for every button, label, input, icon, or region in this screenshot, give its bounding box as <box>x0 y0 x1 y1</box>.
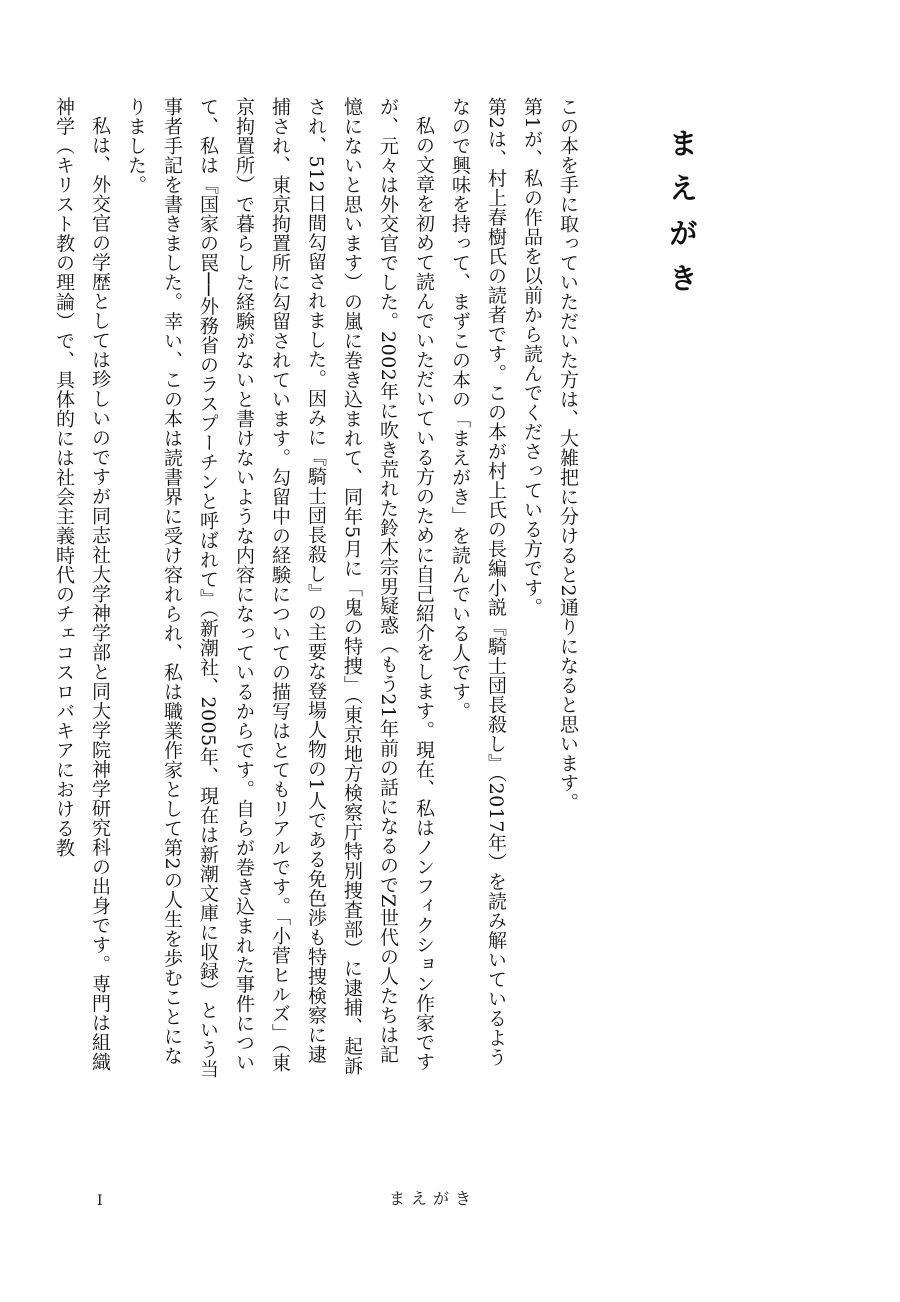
paragraph: 第1が、私の作品を以前から読んでくださっている方です。 <box>521 97 543 617</box>
paragraph: この本を手に取っていただいた方は、大雑把に分けると2通りになると思います。 <box>557 97 579 812</box>
paragraph: 第2は、村上春樹氏の読者です。この本が村上氏の長編小説『騎士団長殺し』（2017年）を読み解いているようなので興味を持って、まずこの本の「まえがき」を読んでいる人です。 <box>449 97 507 1067</box>
body-text <box>53 97 586 1082</box>
running-head: まえがき <box>389 1189 478 1208</box>
page-number: I <box>97 1193 103 1209</box>
chapter-title: まえがき <box>665 128 699 308</box>
paragraph: 私は、外交官の学歴としては珍しいのですが同志社大学神学部と同大学院神学研究科の出身です。専門は組織神学（キリスト教の理論）で、具体的には社会主義時代のチェコスロバキアにおける教 <box>53 97 111 1072</box>
paragraph: 私の文章を初めて読んでいただいている方のために自己紹介をします。現在、私はノンフィクション作家ですが、元々は外交官でした。2002年に吹き荒れた鈴木宗男疑惑（もう21年前の話になるのでZ世代の人たちは記憶にないと思います）の嵐に巻き込まれて、同年5月に「鬼の特捜」（東京地方検察庁特別捜査部）に逮捕、起訴され、512日間勾留されました。因みに『騎士団長殺し』の主要な登場人物の1人である免色渉も特捜検察に逮捕され、東京拘置所に勾留されています。勾留中の経験についての描写はとてもリアルです。「小菅ヒルズ」（東京拘置所）で暮らした経験がないと書けないような内容になっているからです。自らが巻き込まれた事件について、私は『国家の罠──外務省のラスプーチンと呼ばれて』（新潮社、2005年、現在は新潮文庫に収録）という当事者手記を書きました。幸い、この本は読書界に受け容れられ、私は職業作家として第2の人生を歩むことになりました。 <box>125 97 435 1079</box>
